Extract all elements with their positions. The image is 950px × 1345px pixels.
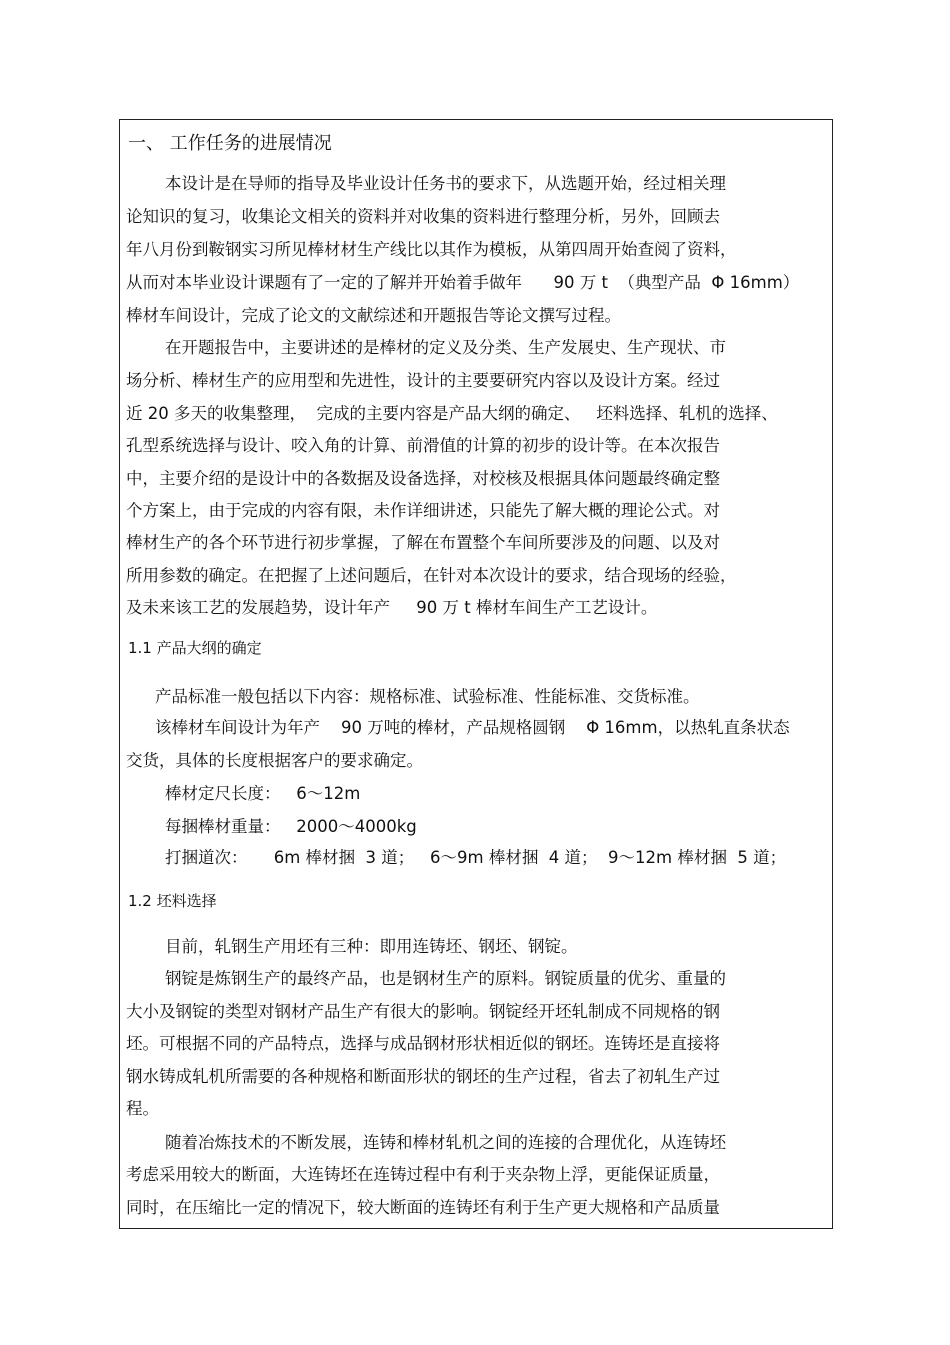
paragraph-line: 棒材车间设计，完成了论文的文献综述和开题报告等论文撰写过程。	[126, 306, 621, 325]
paragraph-line: 个方案上，由于完成的内容有限，未作详细讲述，只能先了解大概的理论公式。对	[126, 501, 720, 520]
paragraph-line: 坯。可根据不同的产品特点，选择与成品钢材形状相近似的钢坯。连铸坯是直接将	[126, 1034, 720, 1053]
paragraph-line: 及未来该工艺的发展趋势，设计年产 90 万 t 棒材车间生产工艺设计。	[126, 598, 658, 617]
paragraph-line: 大小及钢锭的类型对钢材产品生产有很大的影响。钢锭经开坯轧制成不同规格的钢	[126, 1002, 720, 1021]
paragraph-line: 该棒材车间设计为年产 90 万吨的棒材，产品规格圆钢 Φ 16mm，以热轧直条状态	[155, 718, 790, 737]
paragraph-line: 棒材生产的各个环节进行初步掌握，了解在布置整个车间所要涉及的问题、以及对	[126, 533, 720, 552]
paragraph-line: 考虑采用较大的断面，大连铸坯在连铸过程中有利于夹杂物上浮，更能保证质量，	[126, 1165, 720, 1184]
paragraph-line: 交货，具体的长度根据客户的要求确定。	[126, 751, 423, 770]
paragraph-line: 每捆棒材重量： 2000～4000kg	[165, 817, 417, 836]
paragraph-line: 钢水铸成轧机所需要的各种规格和断面形状的钢坯的生产过程，省去了初轧生产过	[126, 1067, 720, 1086]
paragraph-line: 目前，轧钢生产用坯有三种：即用连铸坯、钢坯、钢锭。	[165, 937, 578, 956]
paragraph-line: 随着冶炼技术的不断发展，连铸和棒材轧机之间的连接的合理优化，从连铸坯	[165, 1133, 726, 1152]
paragraph-line: 所用参数的确定。在把握了上述问题后，在针对本次设计的要求，结合现场的经验，	[126, 566, 737, 585]
paragraph-line: 从而对本毕业设计课题有了一定的了解并开始着手做年 90 万 t （典型产品 Φ 16mm）	[126, 273, 800, 292]
paragraph-line: 年八月份到鞍钢实习所见棒材材生产线比以其作为模板，从第四周开始查阅了资料，	[126, 240, 737, 259]
section-title: 1.2 坯料选择	[128, 892, 217, 910]
paragraph-line: 程。	[126, 1099, 159, 1118]
paragraph-line: 本设计是在导师的指导及毕业设计任务书的要求下，从选题开始，经过相关理	[165, 174, 726, 193]
document-frame	[119, 119, 833, 1229]
paragraph-line: 打捆道次： 6m 棒材捆 3 道； 6～9m 棒材捆 4 道； 9～12m 棒材捆 5 道；	[165, 848, 787, 867]
paragraph-line: 钢锭是炼钢生产的最终产品，也是钢材生产的原料。钢锭质量的优劣、重量的	[165, 969, 726, 988]
paragraph-line: 在开题报告中，主要讲述的是棒材的定义及分类、生产发展史、生产现状、市	[165, 338, 726, 357]
paragraph-line: 近 20 多天的收集整理， 完成的主要内容是产品大纲的确定、 坯料选择、轧机的选择、	[126, 404, 778, 423]
paragraph-line: 论知识的复习，收集论文相关的资料并对收集的资料进行整理分析，另外，回顾去	[126, 207, 720, 226]
paragraph-line: 棒材定尺长度： 6～12m	[165, 784, 361, 803]
section-title: 1.1 产品大纲的确定	[128, 639, 262, 657]
paragraph-line: 产品标准一般包括以下内容：规格标准、试验标准、性能标准、交货标准。	[155, 687, 700, 706]
section-heading: 一、 工作任务的进展情况	[128, 133, 332, 154]
paragraph-line: 同时，在压缩比一定的情况下，较大断面的连铸坯有利于生产更大规格和产品质量	[126, 1198, 720, 1217]
paragraph-line: 孔型系统选择与设计、咬入角的计算、前滑值的计算的初步的设计等。在本次报告	[126, 436, 720, 455]
paragraph-line: 中，主要介绍的是设计中的各数据及设备选择，对校核及根据具体问题最终确定整	[126, 469, 720, 488]
paragraph-line: 场分析、棒材生产的应用型和先进性，设计的主要要研究内容以及设计方案。经过	[126, 371, 720, 390]
